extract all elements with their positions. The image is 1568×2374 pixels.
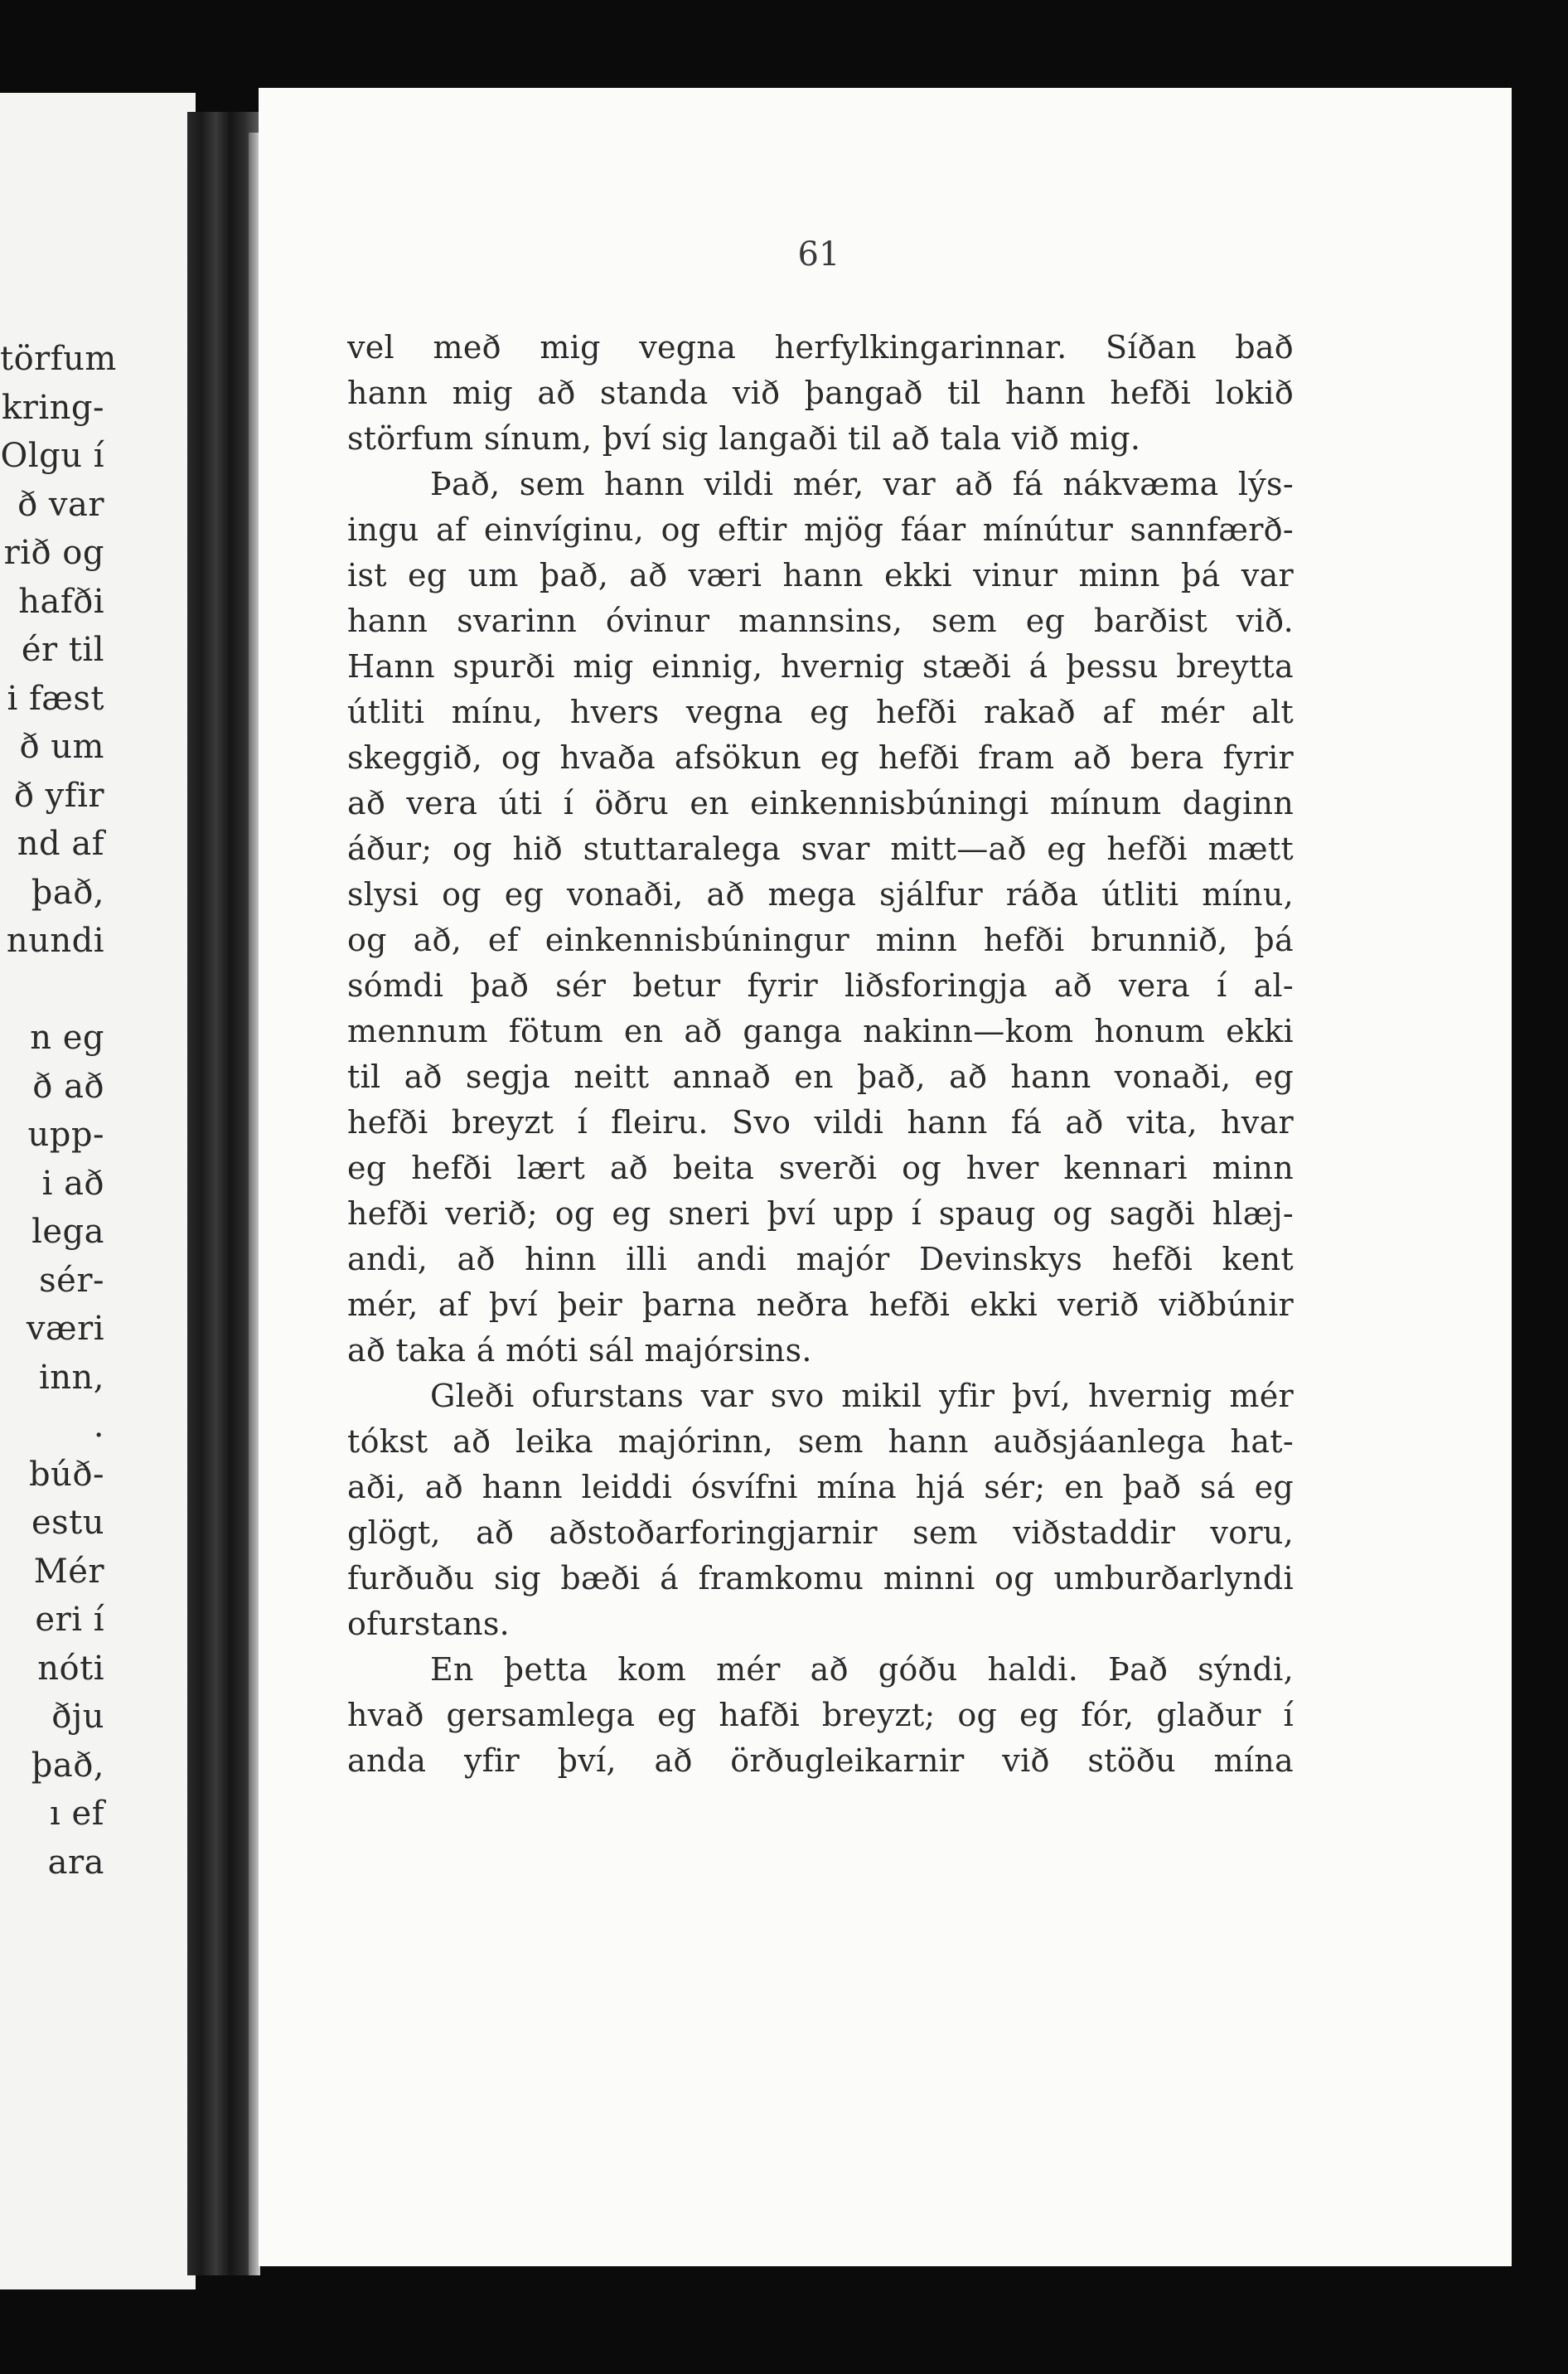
left-line: nundi: [6, 922, 104, 960]
text-line: slysi og eg vonaði, að mega sjálfur ráða útliti mínu,: [347, 876, 1294, 913]
left-line: ð að: [32, 1067, 104, 1106]
text-line: Það, sem hann vildi mér, var að fá nákvæma lýs-: [430, 466, 1294, 502]
left-line: hafði: [18, 582, 104, 621]
left-line: það,: [31, 873, 104, 912]
text-line: áður; og hið stuttaralega svar mitt—að eg hefði mætt: [347, 831, 1294, 867]
text-line: ist eg um það, að væri hann ekki vinur minn þá var: [347, 557, 1294, 594]
text-line: störfum sínum, því sig langaði til að tala við mig.: [347, 420, 1141, 457]
text-line: skeggið, og hvaða afsökun eg hefði fram að bera fyrir: [347, 739, 1294, 776]
text-line: tókst að leika majórinn, sem hann auðsjáanlega hat-: [347, 1423, 1294, 1460]
body-text: [347, 325, 1294, 1784]
text-line: anda yfir því, að örðugleikarnir við stöðu mína: [347, 1742, 1294, 1779]
left-line: væri: [26, 1310, 104, 1348]
text-line: hvað gersamlega eg hafði breyzt; og eg fór, glaður í: [347, 1697, 1294, 1733]
left-line: törfum: [0, 340, 117, 378]
left-line: búð-: [29, 1455, 104, 1494]
left-line: inn,: [38, 1358, 104, 1397]
text-line: hefði breyzt í fleiru. Svo vildi hann fá að vita, hvar: [347, 1104, 1294, 1141]
left-line: lega: [31, 1213, 104, 1251]
left-line: upp-: [27, 1116, 104, 1154]
left-line: nd af: [17, 825, 104, 863]
left-page-text: [0, 335, 117, 1887]
left-line: ér til: [21, 631, 104, 669]
text-line: vel með mig vegna herfylkingarinnar. Síðan bað: [347, 329, 1294, 366]
text-line: hann svarinn óvinur mannsins, sem eg barðist við.: [347, 603, 1294, 639]
text-line: mér, af því þeir þarna neðra hefði ekki verið viðbúnir: [347, 1286, 1294, 1323]
text-line: útliti mínu, hvers vegna eg hefði rakað af mér alt: [347, 694, 1294, 730]
left-line: estu: [31, 1504, 104, 1542]
left-line: ı ef: [50, 1795, 104, 1833]
text-line: að taka á móti sál majórsins.: [347, 1332, 812, 1369]
left-line: ð yfir: [13, 776, 104, 815]
text-line: aði, að hann leiddi ósvífni mína hjá sér; en það sá eg: [347, 1469, 1294, 1505]
left-line: .: [93, 1407, 104, 1445]
left-line: i fæst: [7, 679, 104, 718]
left-line: ara: [47, 1843, 104, 1882]
text-line: En þetta kom mér að góðu haldi. Það sýndi,: [430, 1651, 1294, 1688]
left-line: eri í: [35, 1601, 104, 1639]
text-line: að vera úti í öðru en einkennisbúningi mínum daginn: [347, 785, 1294, 821]
text-line: mennum fötum en að ganga nakinn—kom honum ekki: [347, 1013, 1294, 1049]
left-line: nóti: [37, 1649, 104, 1688]
text-line: og að, ef einkennisbúningur minn hefði brunnið, þá: [347, 922, 1294, 958]
text-line: furðuðu sig bæði á framkomu minni og umburðarlyndi: [347, 1560, 1294, 1596]
left-line: rið og: [3, 534, 104, 572]
right-page: [259, 88, 1512, 2266]
page-number: 61: [797, 235, 840, 274]
left-line: Mér: [33, 1552, 104, 1591]
left-line: ð var: [17, 485, 104, 524]
left-line: kring-: [1, 388, 104, 427]
left-page: [0, 93, 196, 2289]
left-line: ð um: [19, 728, 104, 766]
left-line: það,: [31, 1746, 104, 1785]
text-line: Gleði ofurstans var svo mikil yfir því, hvernig mér: [430, 1378, 1294, 1414]
text-line: til að segja neitt annað en það, að hann vonaði, eg: [347, 1059, 1294, 1095]
left-line-gap: [0, 966, 104, 1015]
text-line: Hann spurði mig einnig, hvernig stæði á þessu breytta: [347, 648, 1294, 685]
text-line: sómdi það sér betur fyrir liðsforingja að vera í al-: [347, 967, 1294, 1004]
text-line: glögt, að aðstoðarforingjarnir sem viðstaddir voru,: [347, 1514, 1294, 1551]
left-line: sér-: [39, 1261, 104, 1300]
text-line: ingu af einvíginu, og eftir mjög fáar mínútur sannfærð-: [347, 511, 1294, 548]
left-line: n eg: [30, 1019, 104, 1057]
left-line: ðju: [51, 1698, 104, 1736]
text-line: hann mig að standa við þangað til hann hefði lokið: [347, 375, 1294, 411]
left-line: Olgu í: [0, 437, 104, 475]
text-line: hefði verið; og eg sneri því upp í spaug og sagði hlæj-: [347, 1195, 1294, 1232]
text-line: ofurstans.: [347, 1606, 511, 1642]
text-line: eg hefði lært að beita sverði og hver kennari minn: [347, 1150, 1294, 1186]
left-line: i að: [41, 1164, 104, 1203]
text-line: andi, að hinn illi andi majór Devinskys hefði kent: [347, 1241, 1294, 1277]
